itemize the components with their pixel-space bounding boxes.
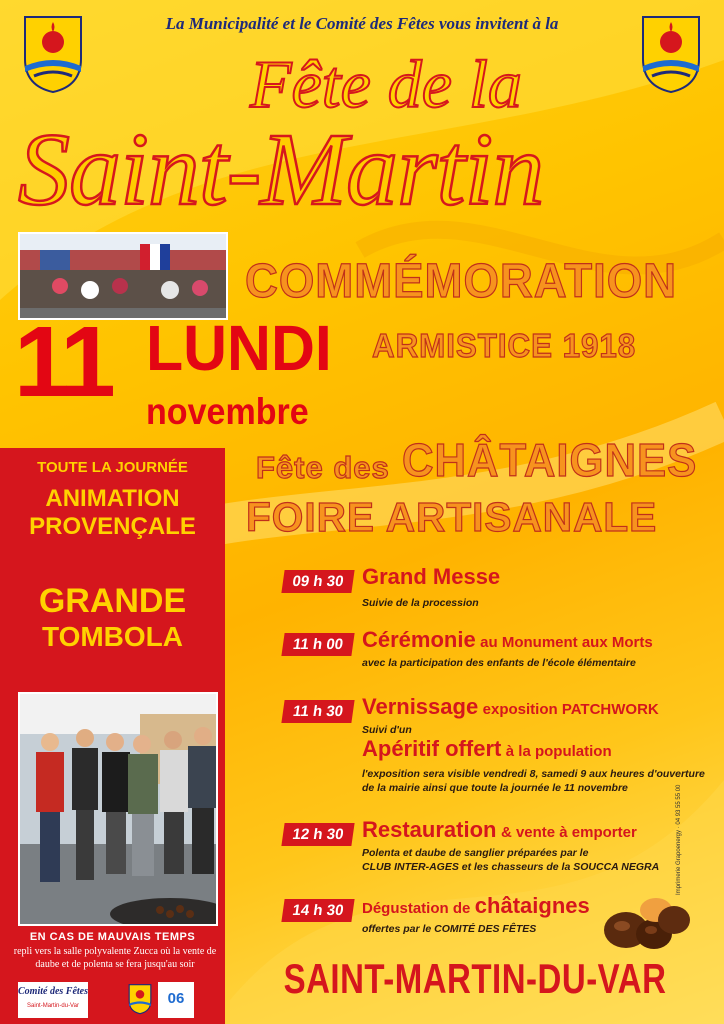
date-month: novembre [146,391,309,432]
town-crest-icon-left [22,14,84,94]
event-detail: Polenta et daube de sanglier préparées par le [362,847,589,859]
event-title: Grand Messe [362,564,501,589]
date-weekday: LUNDI [146,312,332,384]
all-day-label: TOUTE LA JOURNÉE [37,459,188,476]
comite-des-fetes-logo [18,982,88,1018]
event-detail: CLUB INTER-AGES et les chasseurs de la SOUCCA NEGRA [362,861,660,873]
animation-label: ANIMATION [45,485,180,512]
invitation-text: La Municipalité et le Comité des Fêtes vous invitent à la [165,14,559,33]
town-crest-icon-right [640,14,702,94]
time-badge: 12 h 30 [281,823,354,846]
grande-label: GRANDE [38,582,187,620]
event-detail: l'exposition sera visible vendredi 8, samedi 9 aux heures d'ouverture [362,768,705,780]
provencale-label: PROVENÇALE [29,513,196,540]
event-title: Cérémonie au Monument aux Morts [362,627,653,652]
event-detail: Suivi d'un [362,724,412,736]
bad-weather-text: repli vers la salle polyvalente Zucca où la vente de daube et de polenta se fera jusqu'au soir [13,946,217,970]
comite-logo-title: Comité des Fêtes [18,986,88,997]
fete-des-label: Fête des [256,450,390,485]
red-sidebar [0,448,225,1024]
title-saint-martin: Saint-Martin [18,112,544,227]
time-badge: 11 h 30 [281,700,354,723]
volunteers-photo [18,692,218,926]
event-title: Vernissage exposition PATCHWORK [362,694,659,719]
title-fete-de-la: Fête de la [250,46,522,122]
time-badge: 11 h 00 [281,633,354,656]
event-detail: Suivie de la procession [362,597,479,609]
armistice-heading: ARMISTICE 1918 [372,327,637,364]
printer-imprint: Imprimerie Grapoenergy · 04 93 55 55 00 [676,784,682,895]
event-title-aperitif: Apéritif offert à la population [362,736,612,761]
event-title: Dégustation de châtaignes [362,893,590,918]
tombola-label: TOMBOLA [41,621,184,652]
event-detail: offertes par le COMITÉ DES FÊTES [362,923,537,935]
department-06-logo [158,982,194,1018]
chataignes-heading: CHÂTAIGNES [402,434,698,486]
chestnuts-icon [596,890,692,952]
event-detail: avec la participation des enfants de l'école élémentaire [362,657,636,669]
date-day-number: 11 [14,306,112,418]
bad-weather-title: EN CAS DE MAUVAIS TEMPS [29,931,196,943]
time-badge: 09 h 30 [281,570,354,593]
event-title: Restauration & vente à emporter [362,817,637,842]
event-detail: de la mairie ainsi que toute la journée le 11 novembre [362,782,628,794]
foire-artisanale-heading: FOIRE ARTISANALE [246,494,658,540]
town-name-footer: SAINT-MARTIN-DU-VAR [283,955,667,1002]
town-crest-icon-small [128,982,152,1016]
commemoration-heading: COMMÉMORATION [245,255,677,308]
comite-logo-subtitle: Saint-Martin-du-Var [27,1003,79,1009]
department-06-label: 06 [167,990,185,1007]
time-badge: 14 h 30 [281,899,354,922]
